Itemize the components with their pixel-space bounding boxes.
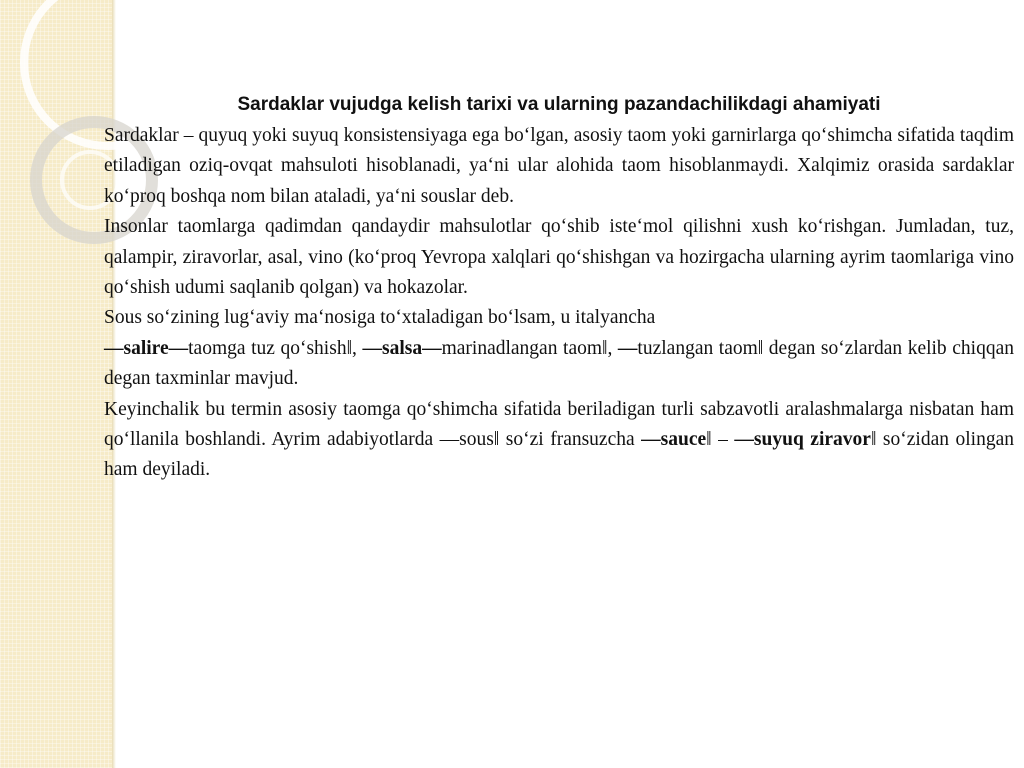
quote-mark: ―	[362, 337, 382, 359]
paragraph-later-usage	[104, 395, 1014, 486]
slide-content	[104, 90, 1014, 486]
slide-title: Sardaklar vujudga kelish tarixi va ularning pazandachilikdagi ahamiyati	[237, 94, 881, 115]
paragraph-etymology-intro: Sous so‘zining lug‘aviy ma‘nosiga to‘xtaladigan bo‘lsam, u italyancha	[104, 307, 656, 329]
quote-mark: ―	[168, 337, 189, 359]
text-segment: marinadlangan taom‖,	[441, 337, 618, 359]
quote-mark: ―	[734, 429, 754, 451]
paragraph-history: Insonlar taomlarga qadimdan qandaydir mahsulotlar qo‘shib iste‘mol qilishni xush ko‘rishgan. Jumladan, tuz, qalampir, ziravorlar, asal, vino (ko‘proq Yevropa xalqlari qo‘shishgan va hozirgacha ularning ayrim taomlariga vino qo‘shish udumi saqlanib qolgan) va hokazolar.	[104, 216, 1014, 299]
paragraph-definition: Sardaklar – quyuq yoki suyuq konsistensiyaga ega bo‘lgan, asosiy taom yoki garnirlarga qo‘shimcha sifatida taqdim etiladigan oziq-ovqat mahsuloti hisoblanadi, ya‘ni ular alohida taom hisoblanmaydi. Xalqimiz orasida sardaklar ko‘proq boshqa nom bilan ataladi, ya‘ni souslar deb.	[104, 125, 1014, 207]
quote-mark: ―	[104, 337, 124, 359]
term-salsa: salsa	[381, 337, 423, 359]
text-segment: Keyinchalik bu termin asosiy taomga qo‘shimcha sifatida beriladigan turli sabzavotli aralashmalarga nisbatan ham qo‘llanila boshlandi. Ayrim adabiyotlarda ―sous‖ so‘zi fransuzcha	[104, 398, 1014, 451]
term-suyuq-ziravor: suyuq ziravor	[753, 429, 871, 451]
text-segment: taomga tuz qo‘shish‖,	[188, 337, 363, 359]
text-segment: ‖ –	[706, 429, 735, 451]
quote-mark: ―	[422, 337, 442, 359]
term-salire: salire	[123, 337, 169, 359]
text-segment: ‖ so‘zidan olingan ham deyiladi.	[104, 429, 1014, 481]
paragraph-etymology-terms	[104, 334, 1014, 395]
quote-mark: ―	[617, 337, 638, 359]
term-sauce: sauce	[660, 429, 707, 451]
quote-mark: ―	[641, 429, 661, 451]
text-segment: tuzlangan taom‖ degan so‘zlardan kelib chiqqan degan taxminlar mavjud.	[104, 337, 1014, 390]
